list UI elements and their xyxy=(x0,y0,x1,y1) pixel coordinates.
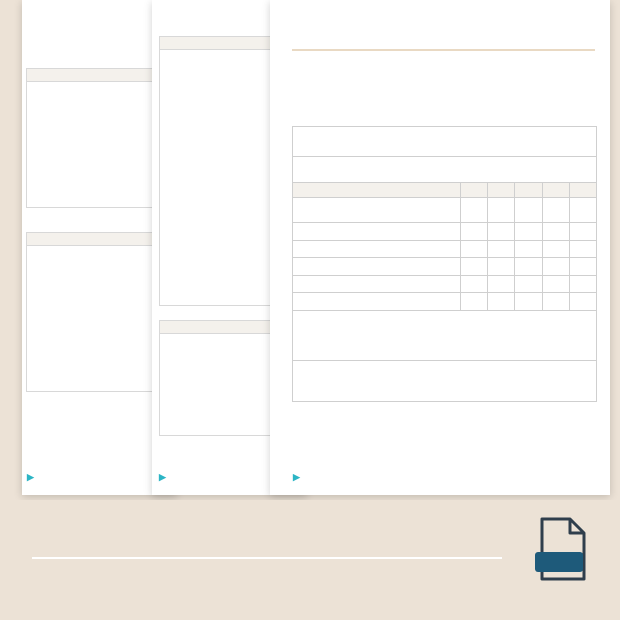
rating-cell[interactable] xyxy=(515,276,542,293)
cpd-opportunities-row[interactable] xyxy=(293,311,596,361)
rating-cell[interactable] xyxy=(543,223,570,240)
doc-file-icon xyxy=(534,516,590,584)
title-divider xyxy=(292,49,595,51)
rating-cell[interactable] xyxy=(570,276,596,293)
rating-cell[interactable] xyxy=(461,223,488,240)
rating-cell[interactable] xyxy=(570,241,596,258)
document-page-3 xyxy=(270,0,610,495)
rating-cell[interactable] xyxy=(570,258,596,275)
further-comments-row[interactable] xyxy=(293,361,596,401)
honeyguide-logo: ▶ xyxy=(27,472,34,482)
rating-cell[interactable] xyxy=(488,241,515,258)
question-cell[interactable] xyxy=(293,276,461,293)
scale-1 xyxy=(461,183,488,197)
staff-name-row xyxy=(293,127,596,157)
honeyguide-logo: ▶ xyxy=(159,472,166,482)
rating-cell[interactable] xyxy=(488,223,515,240)
questions-header-row xyxy=(293,183,596,198)
question-cell[interactable] xyxy=(293,258,461,275)
question-row xyxy=(293,223,596,241)
question-row xyxy=(293,258,596,276)
rating-cell[interactable] xyxy=(488,198,515,222)
rating-cell[interactable] xyxy=(570,198,596,222)
rating-cell[interactable] xyxy=(515,293,542,310)
question-row xyxy=(293,276,596,294)
question-row xyxy=(293,198,596,223)
rating-cell[interactable] xyxy=(461,258,488,275)
question-cell[interactable] xyxy=(293,293,461,310)
rating-cell[interactable] xyxy=(488,293,515,310)
rating-cell[interactable] xyxy=(515,198,542,222)
survey-table xyxy=(292,126,597,402)
rating-cell[interactable] xyxy=(461,276,488,293)
rating-cell[interactable] xyxy=(543,198,570,222)
banner-band xyxy=(0,500,620,620)
scale-2 xyxy=(488,183,515,197)
questions-header xyxy=(293,183,461,197)
banner-divider xyxy=(32,557,502,559)
rating-cell[interactable] xyxy=(570,223,596,240)
rating-cell[interactable] xyxy=(461,293,488,310)
rating-cell[interactable] xyxy=(570,293,596,310)
survey-goal-row xyxy=(293,157,596,183)
rating-cell[interactable] xyxy=(543,293,570,310)
rating-cell[interactable] xyxy=(515,258,542,275)
rating-cell[interactable] xyxy=(488,276,515,293)
question-cell[interactable] xyxy=(293,223,461,240)
question-cell[interactable] xyxy=(293,241,461,258)
page1-top-list xyxy=(26,28,40,36)
scale-5 xyxy=(570,183,596,197)
rating-cell[interactable] xyxy=(543,258,570,275)
rating-cell[interactable] xyxy=(543,276,570,293)
question-row xyxy=(293,241,596,259)
rating-cell[interactable] xyxy=(461,241,488,258)
rating-cell[interactable] xyxy=(515,241,542,258)
honeyguide-logo: ▶ xyxy=(293,472,300,482)
scale-3 xyxy=(515,183,542,197)
question-hint xyxy=(293,198,461,222)
rating-cell[interactable] xyxy=(515,223,542,240)
scale-4 xyxy=(543,183,570,197)
rating-cell[interactable] xyxy=(488,258,515,275)
rating-cell[interactable] xyxy=(543,241,570,258)
question-row xyxy=(293,293,596,311)
rating-cell[interactable] xyxy=(461,198,488,222)
